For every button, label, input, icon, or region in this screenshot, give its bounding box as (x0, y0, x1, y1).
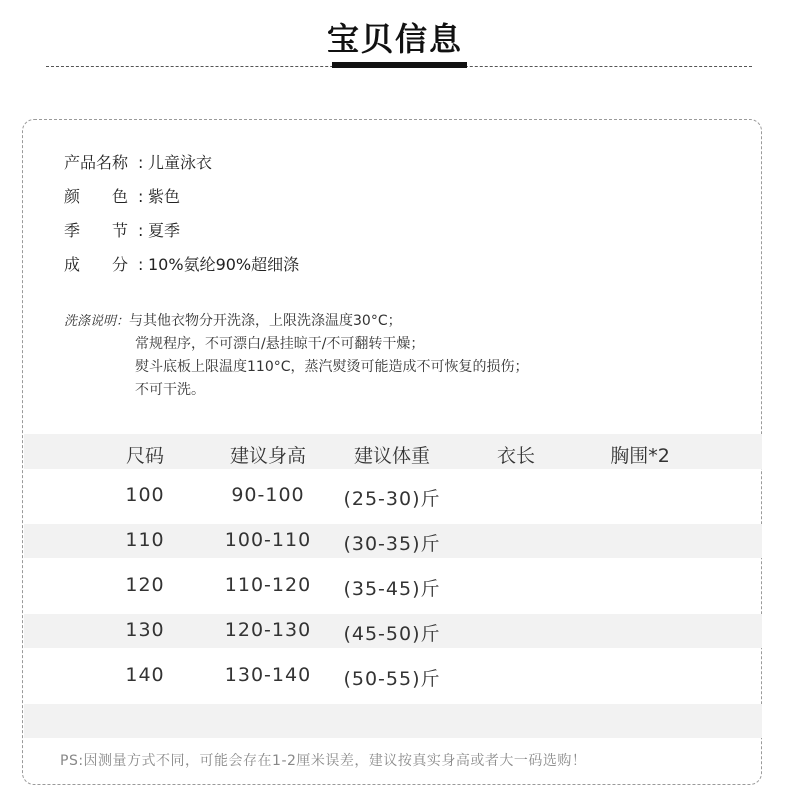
season-row: 季 节 : 夏季 (64, 218, 180, 241)
product-name-row: 产品名称 : 儿童泳衣 (64, 150, 212, 173)
wash-line-3: 熨斗底板上限温度110°C，蒸汽熨烫可能造成不可恢复的损伤； (135, 359, 529, 375)
table-row-weight: (45-50)斤 (343, 623, 441, 645)
title-underline (332, 62, 467, 68)
table-row-height: 130-140 (224, 664, 312, 686)
table-row-height: 110-120 (224, 574, 312, 596)
page-title: 宝贝信息 (326, 20, 463, 58)
product-name-value: 儿童泳衣 (148, 153, 213, 172)
product-name-label: 产品名称 (64, 153, 129, 172)
table-row-height: 100-110 (224, 529, 312, 551)
table-row-weight: (25-30)斤 (343, 488, 441, 510)
table-row-weight: (50-55)斤 (343, 668, 441, 690)
wash-line-4: 不可干洗。 (135, 382, 205, 398)
measurement-note: PS:因测量方式不同，可能会存在1-2厘米误差，建议按真实身高或者大一码选购！ (60, 753, 587, 769)
season-value: 夏季 (148, 221, 181, 240)
header-length: 衣长 (496, 445, 535, 467)
material-label: 成 分 (64, 255, 129, 274)
wash-text-1: 与其他衣物分开洗涤，上限洗涤温度30°C； (129, 313, 402, 329)
color-row: 颜 色 : 紫色 (64, 184, 180, 207)
wash-line-1 (64, 310, 402, 330)
wash-line-2: 常规程序，不可漂白/悬挂晾干/不可翻转干燥； (135, 336, 425, 352)
header-chest: 胸围*2 (610, 445, 670, 467)
table-row-size: 140 (125, 664, 165, 686)
table-row-weight: (35-45)斤 (343, 578, 441, 600)
wash-heading: 洗涤说明： (64, 314, 130, 329)
table-row-size: 130 (125, 619, 165, 641)
color-label: 颜 色 (64, 187, 129, 206)
table-row-weight: (30-35)斤 (343, 533, 441, 555)
row-stripe (24, 704, 762, 738)
material-row: 成 分 : 10%氨纶90%超细涤 (64, 252, 299, 275)
color-value: 紫色 (148, 187, 181, 206)
table-row-size: 110 (125, 529, 165, 551)
header-weight: 建议体重 (353, 445, 430, 467)
material-value: 10%氨纶90%超细涤 (148, 255, 300, 274)
header-size: 尺码 (125, 445, 164, 467)
header-height: 建议身高 (229, 445, 306, 467)
table-row-height: 90-100 (231, 484, 305, 506)
table-row-size: 120 (125, 574, 165, 596)
season-label: 季 节 (64, 221, 129, 240)
table-row-height: 120-130 (224, 619, 312, 641)
table-row-size: 100 (125, 484, 165, 506)
